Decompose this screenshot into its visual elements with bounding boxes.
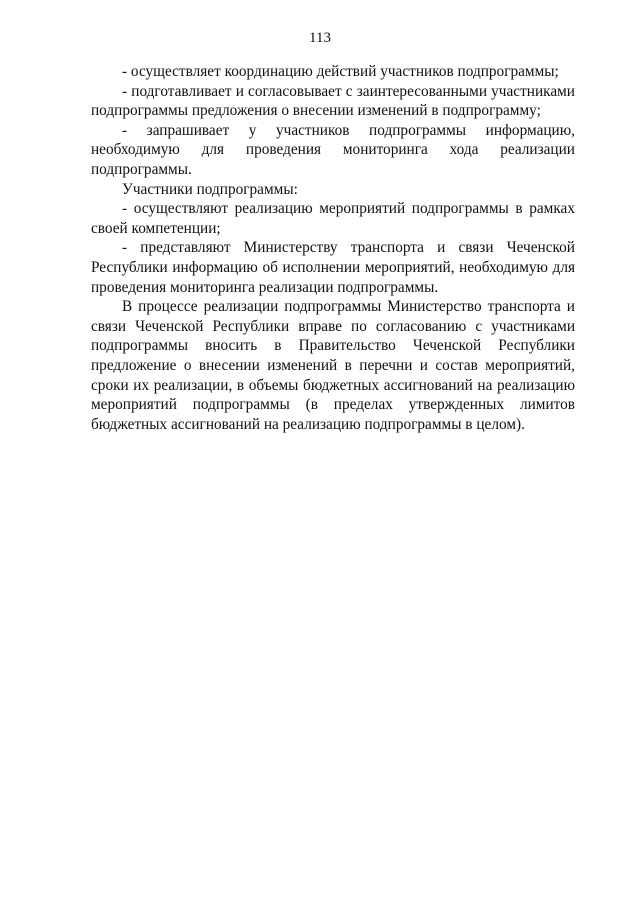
paragraph-participants-report: - представляют Министерству транспорта и связи Чеченской Республики информацию об исполнении мероприятий, необходимую для проведения мониторинга реализации подпрограммы. xyxy=(91,239,575,296)
paragraph-participants-heading: Участники подпрограммы: xyxy=(122,180,298,198)
paragraph-prepares-proposals: - подготавливает и согласовывает с заинтересованными участниками подпрограммы предложения о внесении изменений в подпрограмму; xyxy=(91,82,575,120)
page-number: 113 xyxy=(309,30,331,46)
paragraph-requests-information: - запрашивает у участников подпрограммы информацию, необходимую для проведения мониторинга хода реализации подпрограммы. xyxy=(91,121,575,178)
paragraph-ministry-rights: В процессе реализации подпрограммы Министерство транспорта и связи Чеченской Республики вправе по согласованию с участниками подпрограммы вносить в Правительство Чеченской Республики предложение о внесении изменений в перечни и состав мероприятий, сроки их реализации, в объемы бюджетных ассигнований на реализацию мероприятий подпрограммы (в пределах утвержденных лимитов бюджетных ассигнований на реализацию подпрограммы в целом). xyxy=(91,298,575,433)
document-body xyxy=(91,62,575,434)
paragraph-participants-implement: - осуществляют реализацию мероприятий подпрограммы в рамках своей компетенции; xyxy=(91,200,575,237)
paragraph-coordination: - осуществляет координацию действий участников подпрограммы; xyxy=(122,63,559,80)
